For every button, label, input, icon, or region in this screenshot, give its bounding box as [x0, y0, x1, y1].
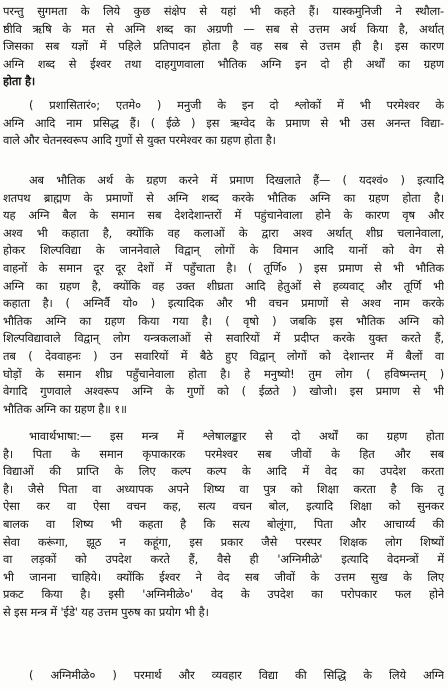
text-line: बालक वा शिष्य भी कहता है कि सत्य बोलूंगा, पिता और आचार्य्य की: [3, 516, 444, 531]
text-line: शतपथ ब्राह्मण के प्रमाणों से अग्नि शब्द करके भौतिक अग्नि का ग्रहण होता है।: [3, 190, 444, 205]
text-line: ( प्रशासितारं०; एतमे० ) मनुजी के इन दो श्लोकों में भी परमेश्वर के: [29, 98, 444, 112]
text-line: जिसका सब यज्ञों में पहिले प्रतिपादन होता है वह सब से उत्तम ही है। इस कारण: [3, 39, 444, 54]
text-line: यह अग्नि बैल के समान सब देशदेशान्तरों में पहुंचानेवाला होने के कारण वृष और: [3, 208, 444, 223]
text-line: परन्तु सुगमता के लिये कुछ संक्षेप से यहां भी कहते हैं। यास्कमुनिजी ने स्थौला-: [3, 4, 444, 18]
text-line: भौतिक अग्नि का ग्रहण किया गया है। ( वृषो ) जबकि इस भौतिक अग्नि को: [3, 313, 444, 328]
text-line: अब भौतिक अर्थ के ग्रहण करने में प्रमाण दिखलाते हैं— ( यदश्वं० ) इत्यादि: [29, 173, 444, 187]
text-line: भावार्थभाषा:— इस मन्त्र में श्लेषालङ्कार से दो अर्थों का ग्रहण होता: [29, 429, 444, 443]
text-line: अग्नि आदि नाम प्रसिद्ध हैं। ( ईळे ) इस ऋग्वेद के प्रमाण से भी उस अनन्त विद्या-: [3, 115, 444, 130]
text-line: अश्व भी कहाता है, क्योंकि वह कलाओं के द्वारा अश्व अर्थात् शीघ्र चलानेवाला,: [3, 225, 444, 240]
text-line: अग्नि शब्द से ईश्वर तथा दाहगुणवाला भौतिक अग्नि इन दो ही अर्थों का ग्रहण: [3, 56, 444, 71]
text-line: वाहनों के समान दूर दूर देशों में पहुँचाता है। ( तूर्णि० ) इस प्रमाण से भी भौतिक: [3, 260, 444, 275]
text-line: घोड़ों के समान शीघ्र पहुँचानेवाला होता है। हे मनुष्यो! तुम लोग ( हविष्मन्तम् ): [3, 366, 444, 381]
text-line: होता है।: [3, 74, 36, 89]
text-line: अग्नि का ग्रहण है, क्योंकि वह उक्त शीघ्रता आदि हेतुओं से हव्यवाट् और तूर्णि भी: [3, 278, 444, 293]
text-line: होकर शिल्पविद्या के जाननेवाले विद्वान् लोगों के विमान आदि यानों को वेग से: [3, 243, 444, 258]
text-line: प्रकट किया है। इसी 'अग्निमीळे०' वेद के उपदेश का परोपकार फल होने: [3, 587, 444, 602]
text-line: वेगादि गुणवाले अश्वरूप अग्नि के गुणों को ( ईळते ) खोजो। इस प्रमाण से भी: [3, 384, 444, 399]
text-line: ऐसा कर वा ऐसा वचन कह, सत्य वचन बोल, इत्यादि शिक्षा को सुनकर: [3, 499, 444, 514]
text-line: वाले और चेतनस्वरूप आदि गुणों से युक्त परमेश्वर का ग्रहण होता है।: [3, 133, 276, 148]
text-line: भौतिक अग्नि का ग्रहण है॥ १॥: [3, 401, 127, 416]
text-line: ष्ठीवि ऋषि के मत से अग्नि शब्द का अग्रणी — सब से उत्तम अर्थ किया है, अर्थात्: [3, 21, 444, 36]
text-line: शिल्पविद्यावाले विद्वान् लोग यन्त्रकलाओं से सवारियों में प्रदीप्त करके युक्त करते हैं,: [3, 331, 444, 346]
text-line: ( अग्निमीळे० ) परमार्थ और व्यवहार विद्या की सिद्धि के लिये अग्नि: [29, 668, 444, 682]
paragraph-4: [3, 428, 444, 622]
text-line: कहाता है। ( अग्निर्वै यो० ) इत्यादिक और भी वचन प्रमाणों से अश्व नाम करके: [3, 296, 444, 311]
paragraph-1: [3, 3, 444, 91]
text-line: तब ( देववाहनः ) उन सवारियों में बैठे हुए विद्वान् लोगों को देशान्तर में बैलों वा: [3, 348, 444, 363]
text-line: भी जानना चाहिये। क्योंकि ईश्वर ने वेद सब जीवों के उत्तम सुख के लिए: [3, 569, 444, 584]
paragraph-3: [3, 172, 444, 418]
text-line: से इस मन्त्र में 'ईडे' यह उत्तम पुरुष का प्रयोग भी है।: [3, 604, 209, 619]
text-line: सेवा करूंगा, झूठ न कहूंगा, इस प्रकार जैसे परस्पर शिक्षक लोग शिष्यों: [3, 534, 444, 549]
paragraph-5: [3, 667, 444, 685]
text-line: विद्याओं की प्राप्ति के लिए कल्प कल्प के आदि में वेद का उपदेश करता: [3, 464, 444, 479]
text-line: है। पिता के समान कृपाकारक परमेश्वर सब जीवों के हित और सब: [3, 446, 444, 461]
paragraph-2: [3, 97, 444, 150]
text-line: है। जैसे पिता वा अध्यापक अपने शिष्य वा पुत्र को शिक्षा करता है कि तू: [3, 481, 444, 496]
text-line: वा लड़कों को उपदेश करते हैं, वैसे ही 'अग्निमीळे' इत्यादि वेदमन्त्रों में: [3, 552, 444, 567]
